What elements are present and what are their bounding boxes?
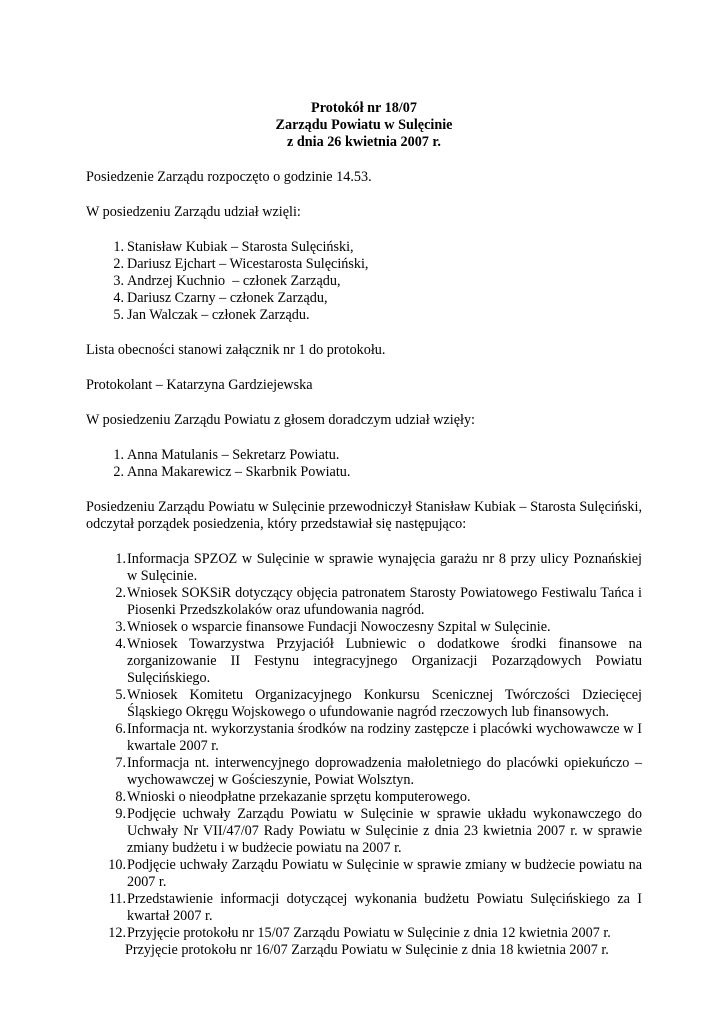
agenda-item-text: Informacja nt. wykorzystania środków na rodziny zastępcze i placówki wychowawcze w I kwartale 2007 r. [127, 721, 642, 754]
participants-intro: W posiedzeniu Zarządu udział wzięli: [86, 204, 301, 220]
list-number: 1. [113, 447, 124, 463]
agenda-number: 10. [108, 857, 126, 873]
agenda-item [86, 806, 642, 857]
agenda-item [86, 619, 642, 636]
participants-list [86, 239, 642, 324]
agenda-number: 9. [115, 806, 126, 822]
agenda-item [86, 585, 642, 619]
document-page [86, 100, 642, 959]
agenda-item [86, 925, 642, 959]
agenda-item-text: Informacja nt. interwencyjnego doprowadzenia małoletniego do placówki opiekuńczo – wychowawczej w Gościeszynie, Powiat Wolsztyn. [127, 755, 642, 788]
list-item [86, 273, 642, 290]
list-item-text: Jan Walczak – członek Zarządu. [127, 307, 310, 323]
agenda-item [86, 636, 642, 687]
list-item-text: Dariusz Czarny – członek Zarządu, [127, 290, 328, 306]
list-number: 5. [113, 307, 124, 323]
list-item [86, 307, 642, 324]
list-item-text: Dariusz Ejchart – Wicestarosta Sulęciński, [127, 256, 369, 272]
agenda-item [86, 857, 642, 891]
agenda-number: 2. [115, 585, 126, 601]
list-item-text: Stanisław Kubiak – Starosta Sulęciński, [127, 239, 354, 255]
title-line-date: z dnia 26 kwietnia 2007 r. [287, 134, 441, 150]
agenda-item-text: Wnioski o nieodpłatne przekazanie sprzętu komputerowego. [127, 789, 471, 805]
agenda-item-text: Przedstawienie informacji dotyczącej wykonania budżetu Powiatu Sulęcińskiego za I kwartał 2007 r. [127, 891, 642, 924]
title-line-board: Zarządu Powiatu w Sulęcinie [275, 117, 453, 133]
list-number: 3. [113, 273, 124, 289]
agenda-item-text: Wniosek Komitetu Organizacyjnego Konkursu Scenicznej Twórczości Dziecięcej Śląskiego Okręgu Wojskowego o ufundowanie nagród rzeczowych lub finansowych. [127, 687, 642, 720]
list-item [86, 447, 642, 464]
title-line-protocol: Protokół nr 18/07 [311, 100, 417, 116]
list-item-text: Anna Matulanis – Sekretarz Powiatu. [127, 447, 340, 463]
agenda-item [86, 721, 642, 755]
list-number: 4. [113, 290, 124, 306]
agenda-item-text: Wniosek SOKSiR dotyczący objęcia patronatem Starosty Powiatowego Festiwalu Tańca i Piosenki Przedszkolaków oraz ufundowania nagród. [127, 585, 642, 618]
document-title [86, 100, 642, 151]
list-item-text: Andrzej Kuchnio – członek Zarządu, [127, 273, 341, 289]
agenda-number: 1. [115, 551, 126, 567]
agenda-item [86, 789, 642, 806]
attendance-paragraph: Lista obecności stanowi załącznik nr 1 do protokołu. [86, 342, 386, 358]
agenda-item-extra-text: Przyjęcie protokołu nr 16/07 Zarządu Powiatu w Sulęcinie z dnia 18 kwietnia 2007 r. [125, 942, 609, 958]
agenda-item [86, 687, 642, 721]
agenda-item-text: Przyjęcie protokołu nr 15/07 Zarządu Powiatu w Sulęcinie z dnia 12 kwietnia 2007 r. [127, 925, 611, 941]
list-item [86, 290, 642, 307]
advisors-intro: W posiedzeniu Zarządu Powiatu z głosem doradczym udział wzięły: [86, 412, 475, 428]
opening-paragraph: Posiedzenie Zarządu rozpoczęto o godzinie 14.53. [86, 169, 372, 185]
chair-paragraph: Posiedzeniu Zarządu Powiatu w Sulęcinie przewodniczył Stanisław Kubiak – Starosta Sulęciński, odczytał porządek posiedzenia, który przedstawiał się następująco: [86, 499, 642, 532]
agenda-list [86, 551, 642, 959]
agenda-item-text: Wniosek Towarzystwa Przyjaciół Lubniewic o dodatkowe środki finansowe na zorganizowanie II Festynu integracyjnego Organizacji Pozarządowych Powiatu Sulęcińskiego. [127, 636, 642, 686]
list-item [86, 464, 642, 481]
list-item [86, 256, 642, 273]
agenda-number: 11. [108, 891, 126, 907]
agenda-number: 7. [115, 755, 126, 771]
agenda-number: 3. [115, 619, 126, 635]
list-item [86, 239, 642, 256]
agenda-number: 4. [115, 636, 126, 652]
list-number: 1. [113, 239, 124, 255]
agenda-item-text: Wniosek o wsparcie finansowe Fundacji Nowoczesny Szpital w Sulęcinie. [127, 619, 551, 635]
list-item-text: Anna Makarewicz – Skarbnik Powiatu. [127, 464, 351, 480]
agenda-number: 5. [115, 687, 126, 703]
advisors-list [86, 447, 642, 481]
agenda-item-text: Podjęcie uchwały Zarządu Powiatu w Sulęcinie w sprawie układu wykonawczego do Uchwały Nr VII/47/07 Rady Powiatu w Sulęcinie z dnia 23 kwietnia 2007 r. w sprawie zmiany budżetu i w budżecie powiatu na 2007 r. [127, 806, 642, 856]
agenda-item-text: Informacja SPZOZ w Sulęcinie w sprawie wynajęcia garażu nr 8 przy ulicy Poznańskiej w Sulęcinie. [127, 551, 642, 584]
agenda-item-text: Podjęcie uchwały Zarządu Powiatu w Sulęcinie w sprawie zmiany w budżecie powiatu na 2007 r. [127, 857, 642, 890]
agenda-item [86, 755, 642, 789]
list-number: 2. [113, 256, 124, 272]
recorder-paragraph: Protokolant – Katarzyna Gardziejewska [86, 377, 313, 393]
agenda-item [86, 891, 642, 925]
agenda-item [86, 551, 642, 585]
list-number: 2. [113, 464, 124, 480]
agenda-number: 12. [108, 925, 126, 941]
agenda-number: 6. [115, 721, 126, 737]
agenda-number: 8. [115, 789, 126, 805]
